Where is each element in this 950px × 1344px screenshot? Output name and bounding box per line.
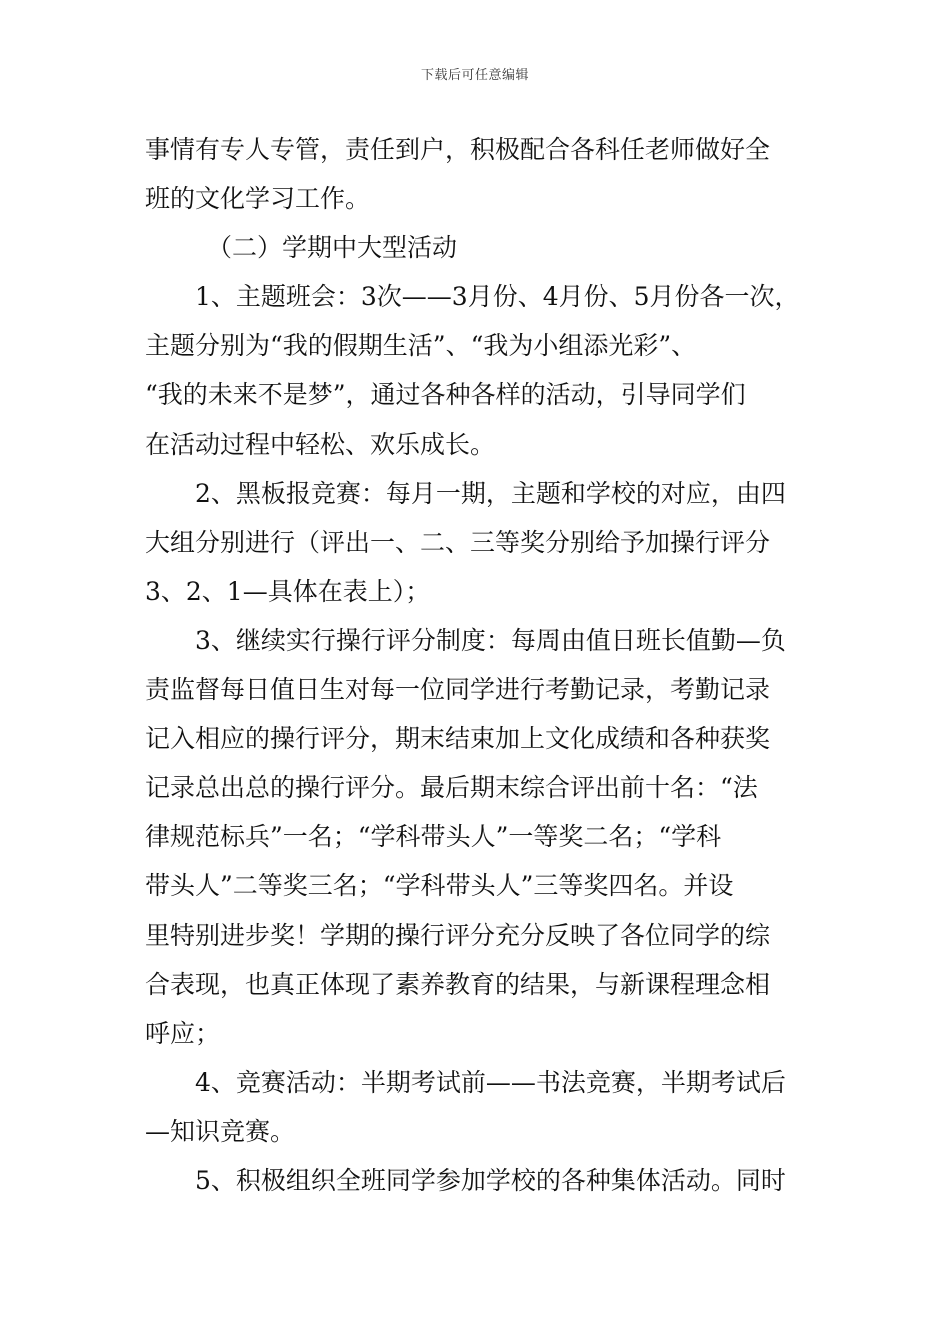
text-line: 在活动过程中轻松、欢乐成长。 xyxy=(145,429,496,459)
text-line: 主题分别为“我的假期生活”、“我为小组添光彩”、 xyxy=(145,331,697,361)
text-line: 5、积极组织全班同学参加学校的各种集体活动。同时 xyxy=(195,1165,786,1195)
text-line: “我的未来不是梦”，通过各种各样的活动，引导同学们 xyxy=(145,380,746,410)
text-line: 责监督每日值日生对每一位同学进行考勤记录，考勤记录 xyxy=(145,675,771,705)
text-line: 记录总出总的操行评分。最后期末综合评出前十名：“法 xyxy=(145,773,758,803)
text-line: 里特别进步奖！学期的操行评分充分反映了各位同学的综 xyxy=(145,920,771,950)
text-line: 合表现，也真正体现了素养教育的结果，与新课程理念相 xyxy=(145,969,771,999)
document-body xyxy=(145,125,810,1205)
text-line: 3、继续实行操行评分制度：每周由值日班长值勤—负 xyxy=(195,625,786,655)
text-line: （二）学期中大型活动 xyxy=(207,233,458,263)
text-line: 呼应； xyxy=(145,1018,221,1048)
text-line: 大组分别进行（评出一、二、三等奖分别给予加操行评分 xyxy=(145,527,771,557)
text-line: 事情有专人专管，责任到户，积极配合各科任老师做好全 xyxy=(145,135,771,164)
text-line: 班的文化学习工作。 xyxy=(145,184,371,214)
text-line: —知识竞赛。 xyxy=(145,1116,296,1146)
text-line: 律规范标兵”一名；“学科带头人”一等奖二名；“学科 xyxy=(145,822,722,852)
text-line: 2、黑板报竞赛：每月一期，主题和学校的对应，由四 xyxy=(195,478,786,508)
page-header: 下载后可任意编辑 xyxy=(420,68,529,83)
text-line: 1、主题班会：3次——3月份、4月份、5月份各一次， xyxy=(195,282,800,312)
text-line: 4、竞赛活动：半期考试前——书法竞赛，半期考试后 xyxy=(195,1067,786,1097)
text-line: 3、2、1—具体在表上）； xyxy=(145,576,431,606)
text-line: 带头人”二等奖三名；“学科带头人”三等奖四名。并设 xyxy=(145,871,734,901)
text-line: 记入相应的操行评分，期末结束加上文化成绩和各种获奖 xyxy=(145,724,771,754)
